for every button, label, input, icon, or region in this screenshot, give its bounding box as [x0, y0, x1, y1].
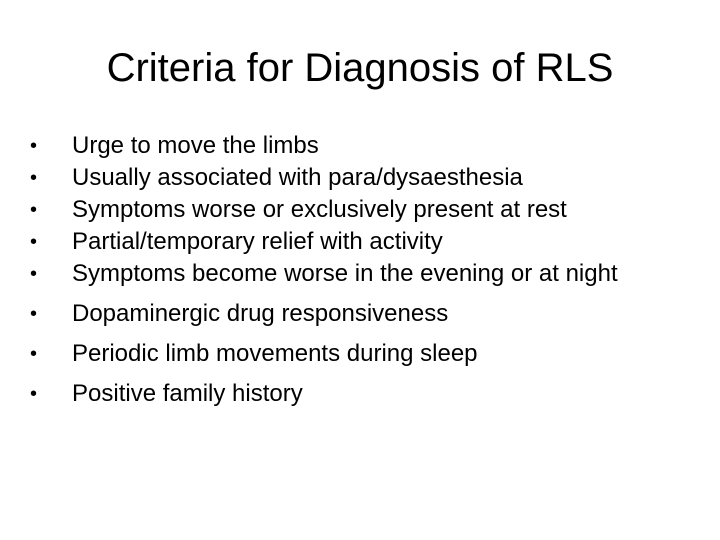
list-item — [30, 194, 690, 226]
list-item — [30, 378, 690, 410]
list-item — [30, 162, 690, 194]
list-item — [30, 130, 690, 162]
bullet-icon: • — [30, 263, 38, 285]
list-item-text: Dopaminergic drug responsiveness — [72, 300, 449, 327]
list-item — [30, 338, 690, 370]
bullet-icon: • — [30, 343, 38, 365]
list-item-text: Urge to move the limbs — [72, 132, 319, 159]
list-item — [30, 258, 690, 290]
list-item — [30, 226, 690, 258]
list-item-text: Periodic limb movements during sleep — [72, 340, 478, 367]
slide-title: Criteria for Diagnosis of RLS — [106, 46, 614, 90]
list-item — [30, 298, 690, 330]
bullet-icon: • — [30, 231, 38, 253]
bullet-icon: • — [30, 303, 38, 325]
bullet-icon: • — [30, 383, 38, 405]
bullet-icon: • — [30, 167, 38, 189]
bullet-icon: • — [30, 199, 38, 221]
criteria-list — [30, 130, 690, 410]
list-item-text: Positive family history — [72, 380, 303, 407]
list-item-text: Usually associated with para/dysaesthesia — [72, 164, 523, 191]
list-item-text: Symptoms become worse in the evening or at night — [72, 260, 618, 287]
list-item-text: Symptoms worse or exclusively present at rest — [72, 196, 567, 223]
bullet-icon: • — [30, 135, 38, 157]
list-item-text: Partial/temporary relief with activity — [72, 228, 443, 255]
